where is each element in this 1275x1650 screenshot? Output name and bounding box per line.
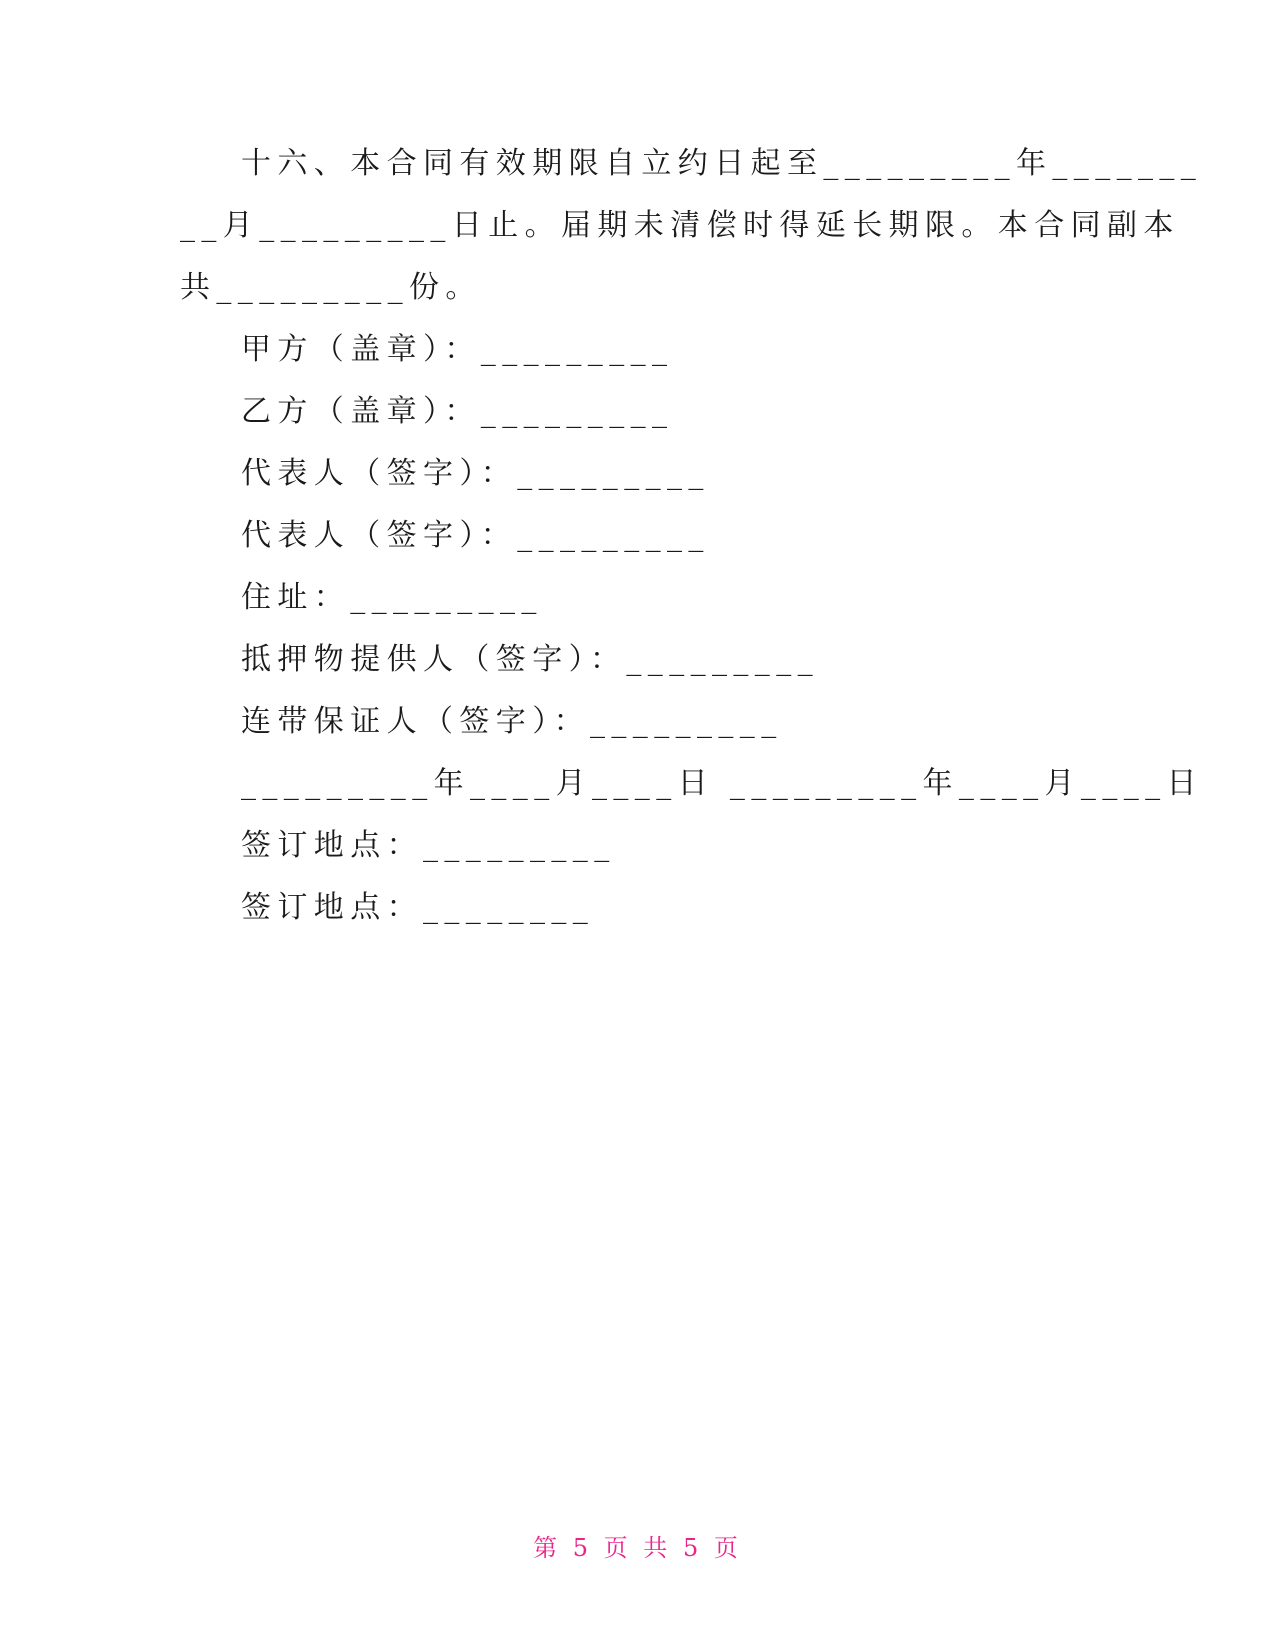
joint-guarantor-signature-line: 连带保证人（签字）：_________ bbox=[241, 704, 783, 739]
page-number-footer: 第 5 页 共 5 页 bbox=[533, 1534, 742, 1562]
representative-signature-line-1: 代表人（签字）：_________ bbox=[241, 456, 710, 491]
representative-signature-line-2: 代表人（签字）：_________ bbox=[241, 518, 710, 553]
address-line: 住址：_________ bbox=[241, 580, 543, 615]
clause-16-line-2: __月_________日止。届期未清偿时得延长期限。本合同副本 bbox=[180, 208, 1180, 243]
clause-16-line-3: 共_________份。 bbox=[180, 270, 482, 305]
signing-dates-line: _________年____月____日 _________年____月____日 bbox=[241, 766, 1203, 801]
party-a-seal-line: 甲方（盖章）：_________ bbox=[241, 332, 674, 367]
signing-place-line-1: 签订地点：_________ bbox=[241, 828, 616, 863]
signing-place-line-2: 签订地点：________ bbox=[241, 890, 595, 925]
collateral-provider-signature-line: 抵押物提供人（签字）：_________ bbox=[241, 642, 819, 677]
clause-16-line-1: 十六、本合同有效期限自立约日起至_________年_______ bbox=[241, 146, 1203, 181]
party-b-seal-line: 乙方（盖章）：_________ bbox=[241, 394, 674, 429]
